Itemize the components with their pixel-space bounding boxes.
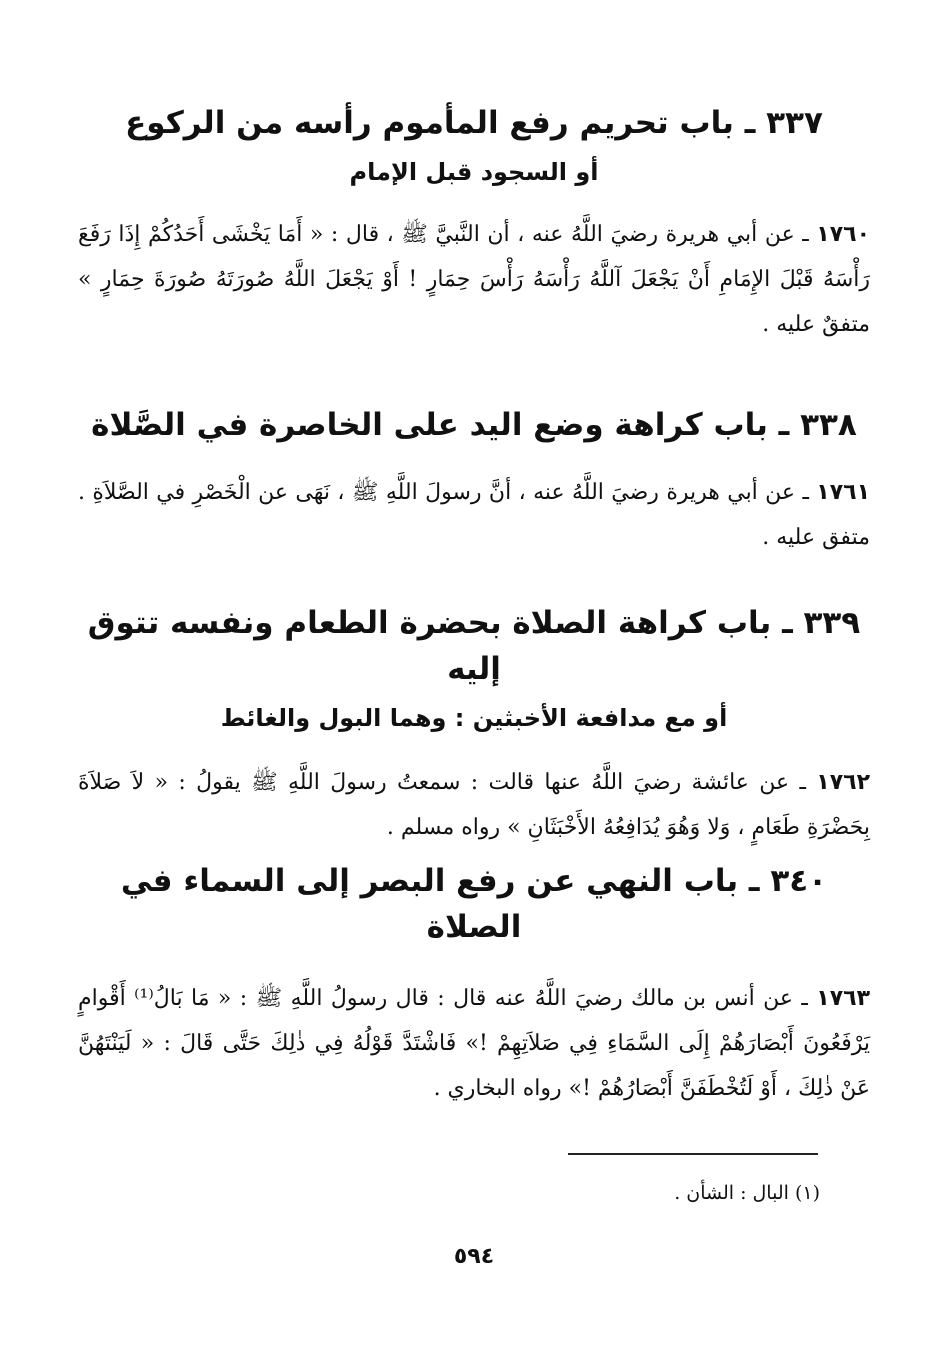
hadith-number: ١٧٦١ [816, 480, 870, 505]
footnote-divider [568, 1153, 818, 1155]
hadith-paragraph [78, 212, 870, 347]
section-337 [78, 100, 870, 347]
section-339 [78, 600, 870, 850]
hadith-text: ـ عن أبي هريرة رضيَ اللَّهُ عنه ، أنَّ رسولَ اللَّهِ ﷺ ، نَهَى عن الْخَصْرِ في الصَّلاَةِ . متفق عليه . [78, 480, 870, 550]
hadith-text: ـ عن عائشة رضيَ اللَّهُ عنها قالت : سمعتُ رسولَ اللَّهِ ﷺ يقولُ : « لاَ صَلاَةَ بِحَضْرَةِ طَعَامٍ ، وَلا وَهُوَ يُدَافِعُهُ الأَخْبَثَانِ » رواه مسلم . [78, 770, 870, 840]
chapter-heading: ٣٣٧ ـ باب تحريم رفع المأموم رأسه من الركوع [125, 105, 823, 141]
hadith-number: ١٧٦٢ [816, 770, 870, 795]
chapter-subheading: أو مع مدافعة الأخبثين : وهما البول والغائط [220, 704, 728, 732]
hadith-number: ١٧٦٠ [816, 222, 870, 247]
chapter-heading: ٣٣٨ ـ باب كراهة وضع اليد على الخاصرة في الصَّلاة [91, 407, 857, 443]
chapter-heading: ٣٣٩ ـ باب كراهة الصلاة بحضرة الطعام ونفسه تتوق إليه [87, 605, 861, 687]
hadith-number: ١٧٦٣ [816, 986, 871, 1011]
page-number: ٥٩٤ [453, 1244, 495, 1269]
chapter-subheading: أو السجود قبل الإمام [349, 158, 599, 186]
footnote: (١) البال : الشأن . [674, 1182, 820, 1204]
hadith-paragraph [78, 760, 870, 850]
hadith-text: ـ عن أبي هريرة رضيَ اللَّهُ عنه ، أن النَّبيَّ ﷺ ، قال : « أَمَا يَخْشَى أَحَدُكُمْ إِذَا رَفَعَ رَأْسَهُ قَبْلَ الإِمَامِ أَنْ يَجْعَلَ آللَّهُ رَأْسَهُ رَأْسَ حِمَارٍ ! أَوْ يَجْعَلَ اللَّهُ صُورَتَهُ صُورَةَ حِمَارٍ » متفقٌ عليه . [78, 222, 870, 337]
hadith-text: ـ عن أنس بن مالك رضيَ اللَّهُ عنه قال : قال رسولُ اللَّهِ ﷺ : « مَا بَالُ⁽¹⁾ أَقْوامٍ يَرْفَعُونَ أَبْصَارَهُمْ إِلَى السَّمَاءِ فِي صَلاَتِهِمْ !» فَاشْتَدَّ قَوْلُهُ فِي ذٰلِكَ حَتَّى قَالَ : « لَيَنْتَهُنَّ عَنْ ذٰلِكَ ، أَوْ لَتُخْطَفَنَّ أَبْصَارُهُمْ !» رواه البخاري . [78, 986, 870, 1101]
section-338 [78, 402, 870, 560]
chapter-heading: ٣٤٠ ـ باب النهي عن رفع البصر إلى السماء في الصلاة [120, 863, 828, 945]
hadith-paragraph [78, 976, 870, 1111]
section-340 [78, 858, 870, 1111]
hadith-paragraph [78, 470, 870, 560]
